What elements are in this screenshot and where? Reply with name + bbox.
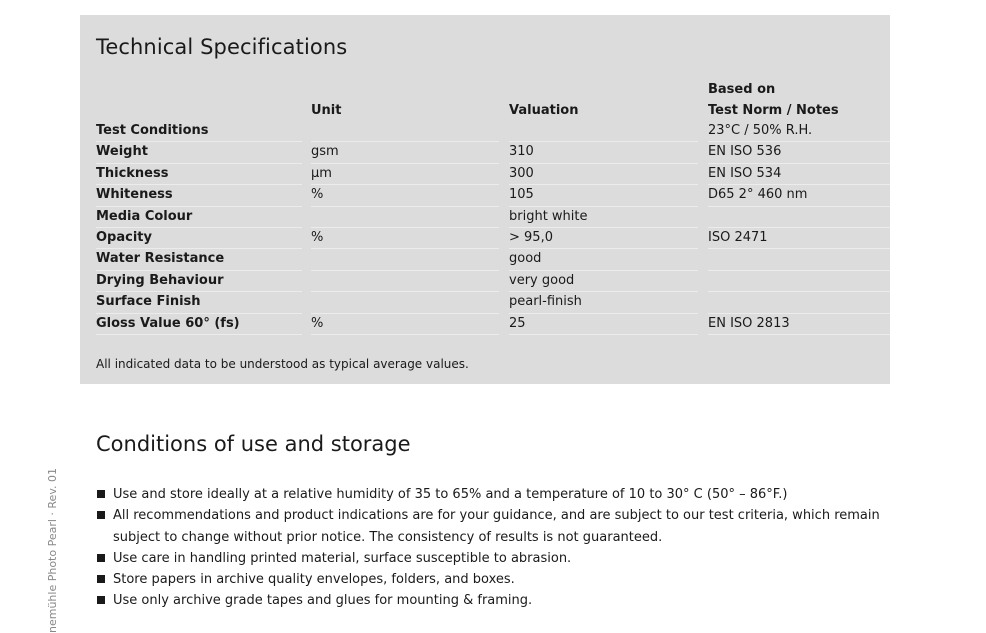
spec-value: 300 — [509, 164, 698, 185]
column-header-unit: Unit — [311, 103, 342, 118]
spec-unit: % — [311, 314, 499, 335]
spec-value: 25 — [509, 314, 698, 335]
square-bullet-icon — [97, 575, 105, 583]
list-item — [96, 569, 896, 590]
spec-value — [509, 121, 698, 142]
table-row — [96, 142, 890, 163]
spec-name: Weight — [96, 142, 302, 163]
condition-text: Use and store ideally at a relative humidity of 35 to 65% and a temperature of 10 to 30° C (50° – 86°F.) — [113, 487, 788, 502]
spec-value: > 95,0 — [509, 228, 698, 249]
spec-norm — [708, 271, 890, 292]
list-item — [96, 590, 896, 611]
spec-unit — [311, 121, 499, 142]
spec-unit: % — [311, 185, 499, 206]
spec-name: Surface Finish — [96, 292, 302, 313]
column-header-norm-line2: Test Norm / Notes — [708, 103, 839, 118]
spec-value: 105 — [509, 185, 698, 206]
table-row — [96, 185, 890, 206]
square-bullet-icon — [97, 490, 105, 498]
table-row — [96, 292, 890, 313]
conditions-title: Conditions of use and storage — [96, 432, 411, 456]
condition-text: Use care in handling printed material, surface susceptible to abrasion. — [113, 550, 572, 566]
table-row — [96, 271, 890, 292]
table-row — [96, 121, 890, 142]
spec-name: Water Resistance — [96, 249, 302, 270]
square-bullet-icon — [97, 554, 105, 562]
spec-name: Thickness — [96, 164, 302, 185]
spec-value: good — [509, 249, 698, 270]
spec-norm: ISO 2471 — [708, 228, 890, 249]
condition-text: All recommendations and product indications are for your guidance, and are subject to our test criteria, which remain subject to change without prior notice. The consistency of results is not guaranteed. — [113, 508, 880, 545]
spec-unit: µm — [311, 164, 499, 185]
list-item — [96, 548, 896, 569]
table-row — [96, 228, 890, 249]
spec-norm: D65 2° 460 nm — [708, 185, 890, 206]
spec-norm: EN ISO 536 — [708, 142, 890, 163]
table-row — [96, 164, 890, 185]
spec-name: Opacity — [96, 228, 302, 249]
spec-unit — [311, 292, 499, 313]
specifications-title: Technical Specifications — [96, 35, 348, 59]
conditions-list — [96, 484, 896, 612]
spec-value: pearl-finish — [509, 292, 698, 313]
specifications-table — [96, 121, 890, 335]
spec-name: Whiteness — [96, 185, 302, 206]
spec-norm: 23°C / 50% R.H. — [708, 121, 890, 142]
spec-norm — [708, 249, 890, 270]
condition-text: Use only archive grade tapes and glues for mounting & framing. — [113, 593, 533, 609]
list-item — [96, 484, 896, 505]
spec-norm — [708, 292, 890, 313]
spec-value: 310 — [509, 142, 698, 163]
spec-unit — [311, 207, 499, 228]
column-header-valuation: Valuation — [509, 103, 579, 118]
table-row — [96, 207, 890, 228]
spec-name: Drying Behaviour — [96, 271, 302, 292]
spec-value: bright white — [509, 207, 698, 228]
spec-name: Test Conditions — [96, 121, 302, 142]
spec-value: very good — [509, 271, 698, 292]
spec-name: Gloss Value 60° (fs) — [96, 314, 302, 335]
spec-norm — [708, 207, 890, 228]
column-header-norm-line1: Based on — [708, 82, 776, 97]
spec-unit: % — [311, 228, 499, 249]
spec-unit — [311, 271, 499, 292]
list-item — [96, 505, 896, 548]
document-revision-label: nemühle Photo Pearl · Rev. 01 — [46, 468, 59, 633]
technical-specifications-panel — [80, 15, 890, 384]
square-bullet-icon — [97, 596, 105, 604]
square-bullet-icon — [97, 511, 105, 519]
table-row — [96, 314, 890, 335]
spec-norm: EN ISO 534 — [708, 164, 890, 185]
spec-unit — [311, 249, 499, 270]
table-row — [96, 249, 890, 270]
specifications-footnote: All indicated data to be understood as typical average values. — [96, 357, 469, 371]
spec-name: Media Colour — [96, 207, 302, 228]
spec-unit: gsm — [311, 142, 499, 163]
spec-norm: EN ISO 2813 — [708, 314, 890, 335]
condition-text: Store papers in archive quality envelopes, folders, and boxes. — [113, 572, 515, 588]
